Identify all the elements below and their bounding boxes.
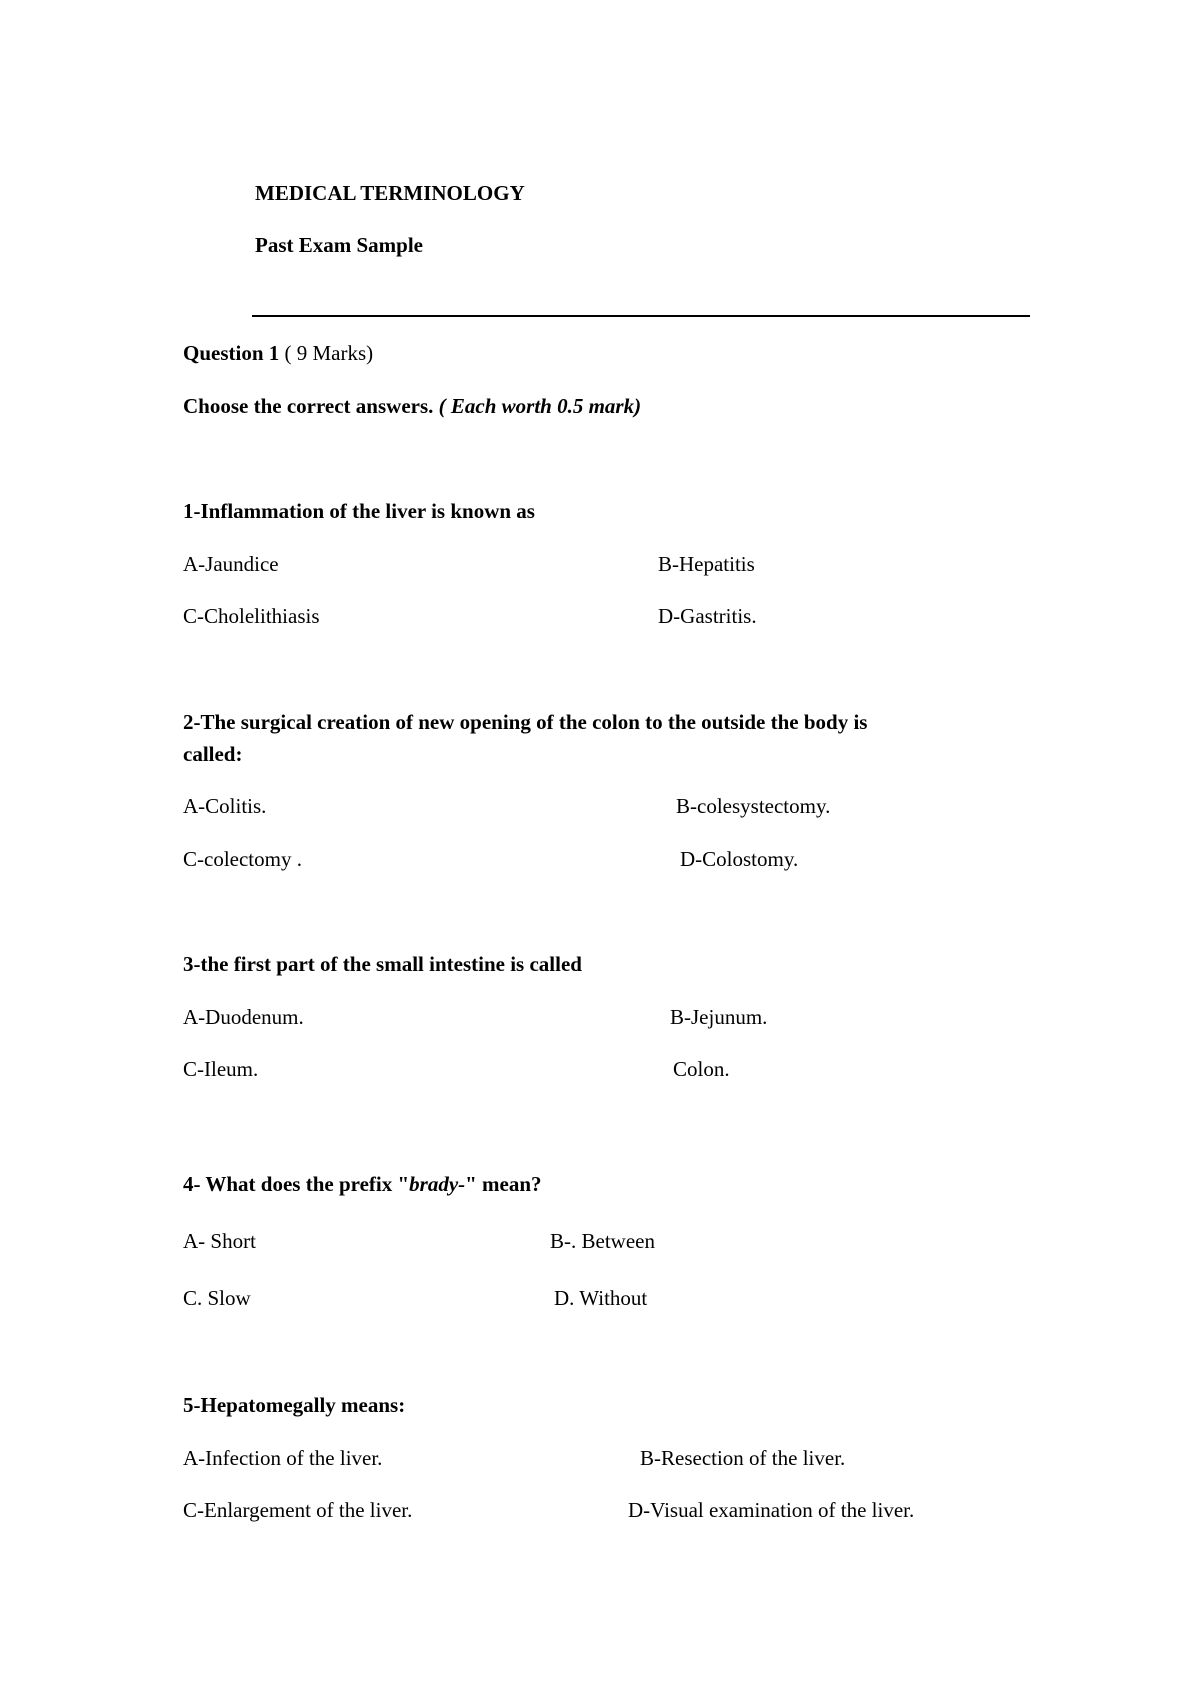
question-3-option-d: Colon.	[673, 1057, 730, 1081]
question-3-option-c: C-Ileum.	[183, 1057, 259, 1081]
question-4-stem-end: " mean?	[465, 1172, 542, 1196]
document-subtitle: Past Exam Sample	[255, 233, 423, 257]
question-2-stem-line-2: called:	[183, 742, 243, 766]
question-5-option-b: B-Resection of the liver.	[640, 1446, 846, 1470]
question-1-option-c: C-Cholelithiasis	[183, 604, 320, 628]
question-4-stem-start: 4- What does the prefix "	[183, 1172, 410, 1196]
question-4-option-a: A- Short	[183, 1229, 256, 1253]
instruction-text: Choose the correct answers.	[183, 394, 439, 418]
question-heading	[183, 343, 373, 364]
question-2-option-a: A-Colitis.	[183, 794, 267, 818]
question-5-option-a: A-Infection of the liver.	[183, 1446, 383, 1470]
question-5-stem: 5-Hepatomegally means:	[183, 1393, 406, 1417]
question-2-option-c: C-colectomy .	[183, 847, 302, 871]
instruction-note: ( Each worth 0.5 mark)	[438, 394, 642, 418]
question-4-stem	[183, 1174, 542, 1195]
question-2-option-d: D-Colostomy.	[680, 847, 799, 871]
question-4-option-c: C. Slow	[183, 1286, 251, 1310]
question-4-option-d: D. Without	[554, 1286, 648, 1310]
document-title: MEDICAL TERMINOLOGY	[255, 181, 525, 205]
question-1-option-d: D-Gastritis.	[658, 604, 757, 628]
question-4-option-b: B-. Between	[550, 1229, 655, 1253]
question-label: Question 1	[183, 341, 280, 365]
header-divider	[252, 315, 1030, 317]
question-5-option-d: D-Visual examination of the liver.	[628, 1498, 915, 1522]
question-2-stem-line-1: 2-The surgical creation of new opening of the colon to the outside the body is	[183, 710, 868, 734]
question-1-stem: 1-Inflammation of the liver is known as	[183, 499, 535, 523]
question-3-option-b: B-Jejunum.	[670, 1005, 768, 1029]
question-1-option-b: B-Hepatitis	[658, 552, 755, 576]
instructions	[183, 396, 641, 417]
question-marks: ( 9 Marks)	[279, 341, 374, 365]
question-2-option-b: B-colesystectomy.	[676, 794, 831, 818]
question-3-option-a: A-Duodenum.	[183, 1005, 304, 1029]
question-3-stem: 3-the first part of the small intestine is called	[183, 952, 582, 976]
question-1-option-a: A-Jaundice	[183, 552, 279, 576]
question-4-prefix: brady-	[409, 1172, 466, 1196]
question-5-option-c: C-Enlargement of the liver.	[183, 1498, 413, 1522]
